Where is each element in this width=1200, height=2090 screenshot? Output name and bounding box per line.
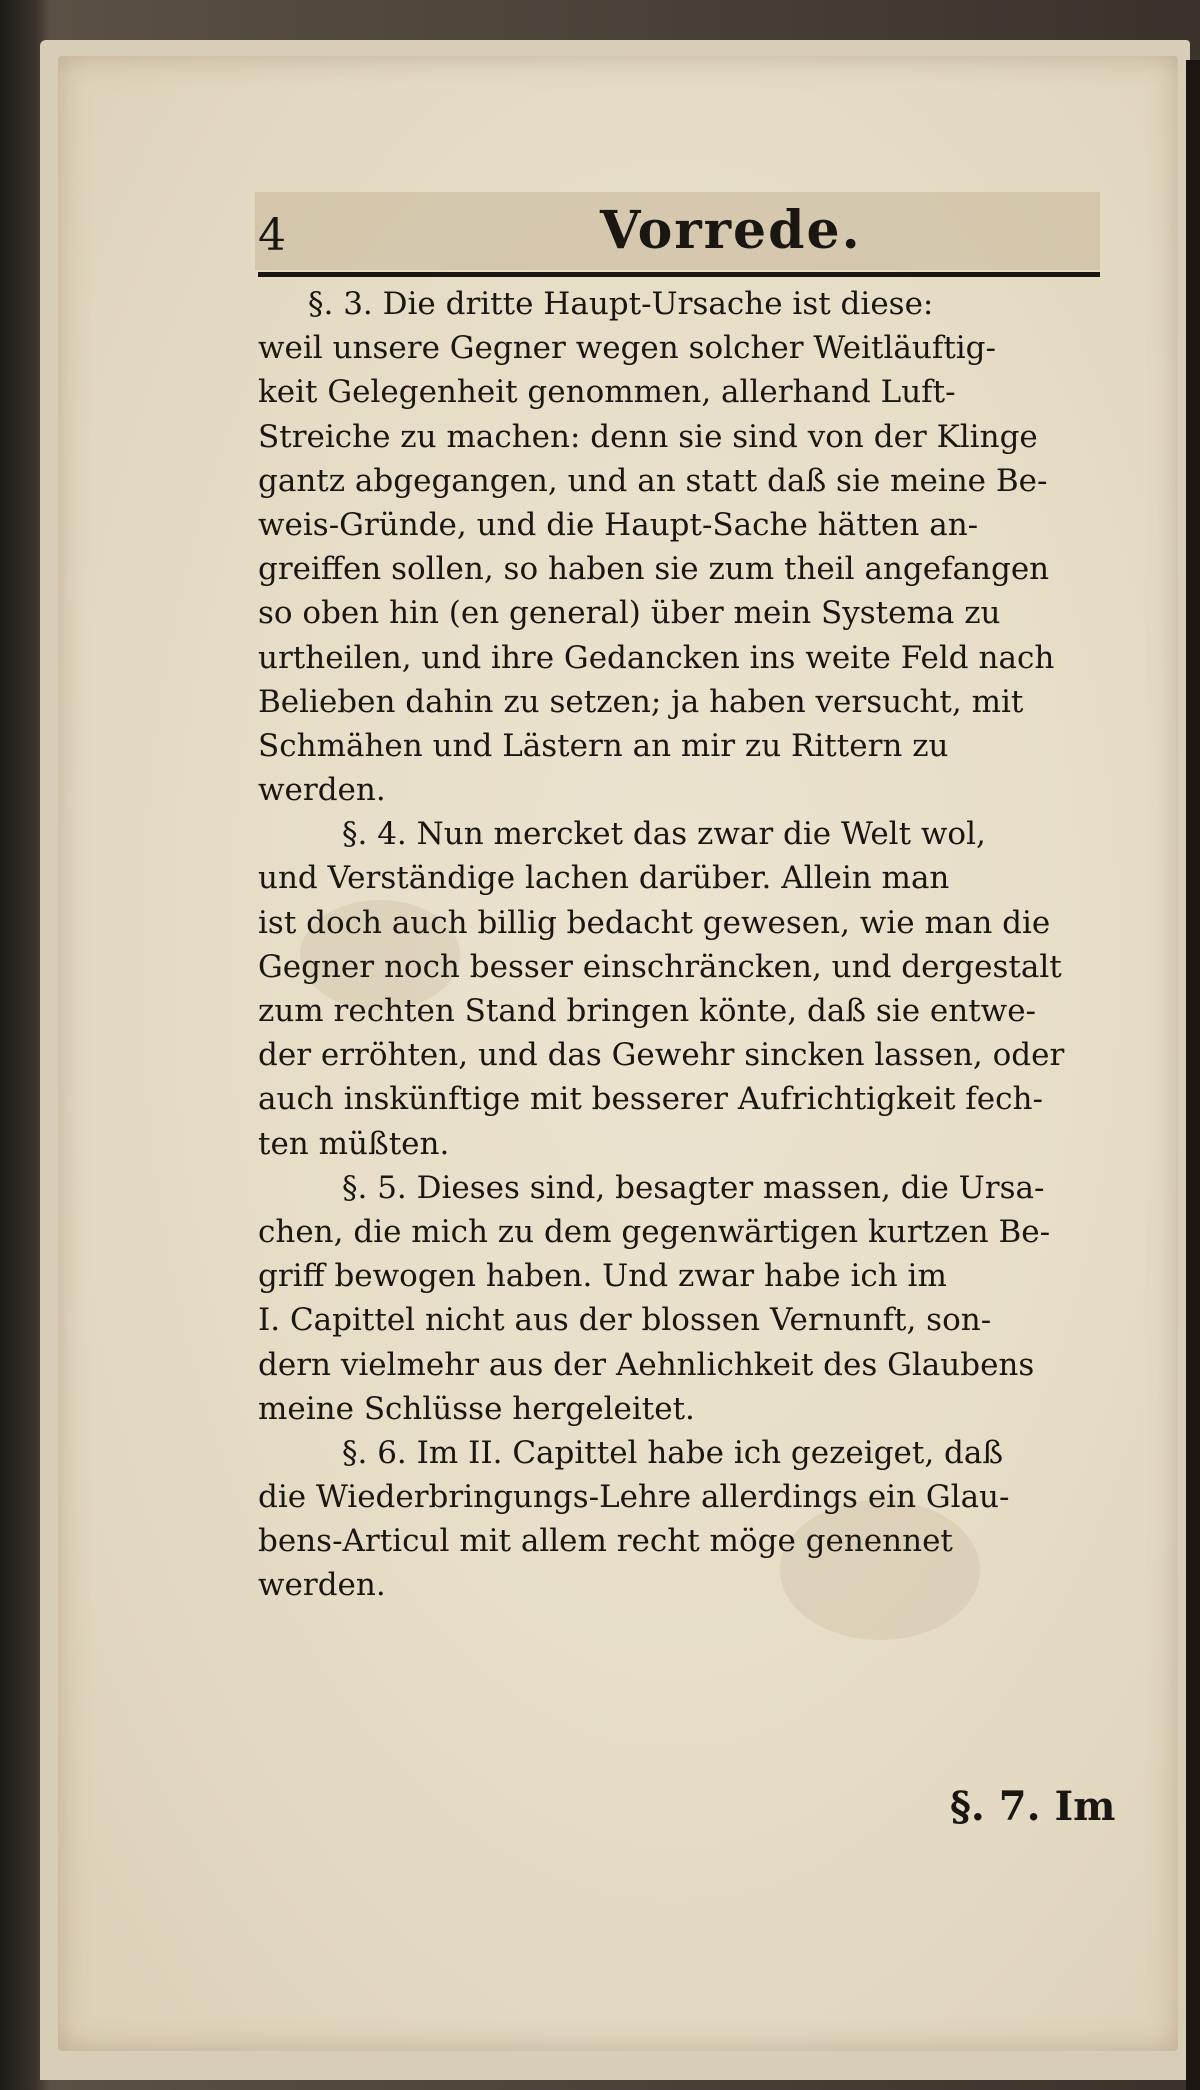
text-line: §. 6. Im II. Capittel habe ich gezeiget, daß — [342, 1434, 1004, 1471]
text-line: urtheilen, und ihre Gedancken ins weite Feld nach — [258, 639, 1055, 676]
text-line: Streiche zu machen: denn sie sind von der Klinge — [258, 418, 1038, 455]
text-line: ten müßten. — [258, 1125, 450, 1162]
text-line: §. 3. Die dritte Haupt-Ursache ist diese: — [308, 286, 934, 322]
page-edge-shadow — [1186, 60, 1200, 2090]
text-line: §. 5. Dieses sind, besagter massen, die Ursa- — [342, 1169, 1045, 1206]
header-rule — [258, 272, 1100, 277]
text-line: der erröhten, und das Gewehr sincken lassen, oder — [258, 1037, 1065, 1074]
text-line: so oben hin (en general) über mein Systema zu — [258, 595, 1001, 632]
text-line: ist doch auch billig bedacht gewesen, wie man die — [258, 904, 1051, 941]
text-line: werden. — [258, 772, 386, 809]
text-line: griff bewogen haben. Und zwar habe ich im — [258, 1258, 947, 1295]
text-line: werden. — [258, 1567, 386, 1604]
text-line: und Verständige lachen darüber. Allein man — [258, 860, 950, 897]
text-line: dern vielmehr aus der Aehnlichkeit des Glaubens — [258, 1346, 1035, 1383]
text-line: §. 4. Nun mercket das zwar die Welt wol, — [342, 816, 986, 853]
text-line: chen, die mich zu dem gegenwärtigen kurtzen Be- — [258, 1213, 1051, 1250]
text-line: Schmähen und Lästern an mir zu Rittern zu — [258, 727, 949, 764]
text-line: greiffen sollen, so haben sie zum theil angefangen — [258, 551, 1050, 588]
text-line: Belieben dahin zu setzen; ja haben versucht, mit — [258, 683, 1024, 720]
catchword: §. 7. Im — [950, 1783, 1116, 1830]
text-line: Gegner noch besser einschräncken, und dergestalt — [258, 948, 1062, 985]
body-text — [258, 282, 1120, 1608]
text-line: die Wiederbringungs-Lehre allerdings ein Glau- — [258, 1479, 1010, 1516]
text-line: keit Gelegenheit genommen, allerhand Luft- — [258, 374, 956, 411]
text-line: I. Capittel nicht aus der blossen Vernunft, son- — [258, 1302, 992, 1339]
text-line: auch inskünftige mit besserer Aufrichtigkeit fech- — [258, 1081, 1043, 1118]
page-number: 4 — [258, 210, 286, 261]
text-line: gantz abgegangen, und an statt daß sie meine Be- — [258, 462, 1048, 499]
running-head: Vorrede. — [600, 200, 862, 261]
text-line: meine Schlüsse hergeleitet. — [258, 1390, 695, 1427]
text-line: weil unsere Gegner wegen solcher Weitläuftig- — [258, 330, 997, 367]
text-line: zum rechten Stand bringen könte, daß sie entwe- — [258, 993, 1037, 1029]
text-line: weis-Gründe, und die Haupt-Sache hätten an- — [258, 506, 979, 543]
text-line: bens-Articul mit allem recht möge genennet — [258, 1523, 953, 1560]
